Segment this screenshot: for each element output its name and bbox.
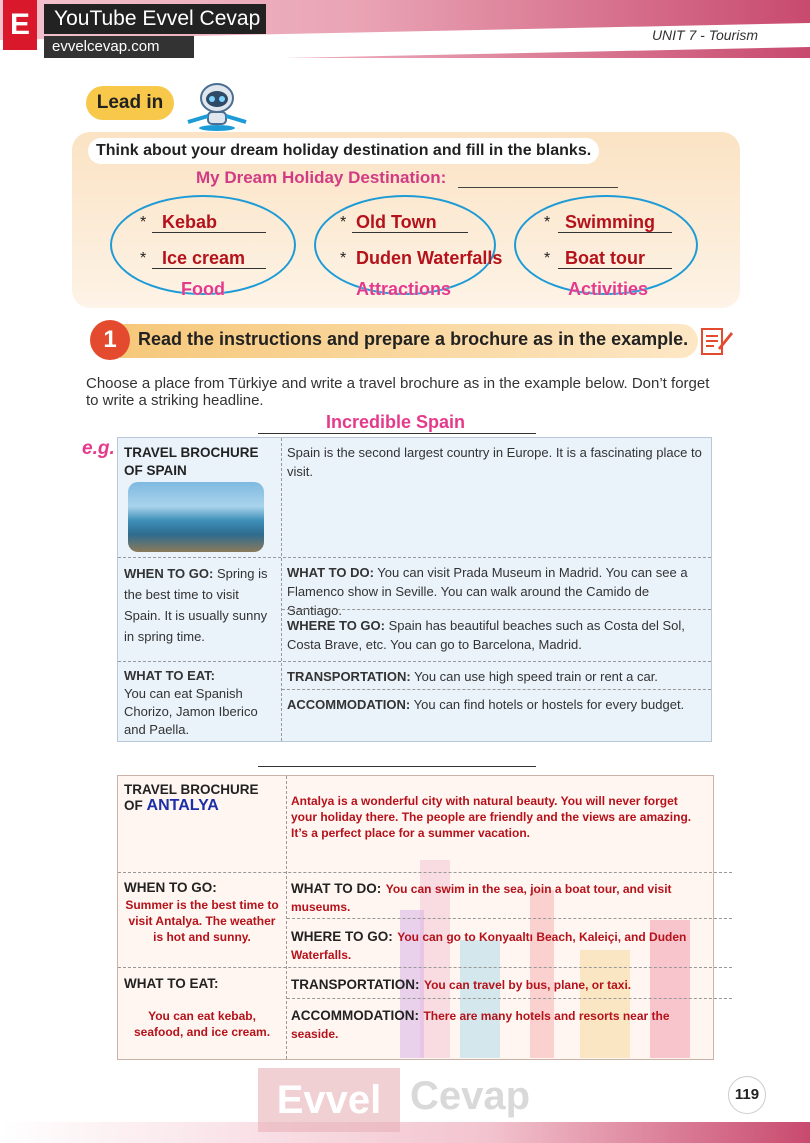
row-divider — [118, 872, 732, 873]
accom-text: You can find hotels or hostels for every budget. — [413, 697, 685, 712]
row-divider — [282, 609, 711, 610]
example-where — [287, 616, 702, 654]
unit-title: UNIT 7 - Tourism — [651, 27, 758, 43]
what-do-label: WHAT TO DO: — [287, 565, 374, 580]
activity-item-2: Boat tour — [565, 248, 645, 268]
footer-band — [0, 1122, 810, 1143]
bullet-star: * — [140, 214, 147, 231]
example-when — [124, 563, 276, 647]
headline-line — [258, 433, 536, 434]
row-divider — [282, 689, 711, 690]
category-activities: Activities — [568, 279, 649, 299]
answer-where — [291, 928, 691, 964]
example-accommodation — [287, 695, 687, 714]
food-item-1: Kebab — [162, 212, 218, 232]
dream-blank — [458, 187, 618, 188]
task-number: 1 — [90, 320, 130, 360]
when-label: WHEN TO GO: — [124, 566, 214, 581]
example-title: TRAVEL BROCHURE OF SPAIN — [124, 445, 259, 478]
where-text: Spain has beautiful beaches such as Costa del Sol, Costa Brave, etc. You can go to Barcelona, Madrid. — [287, 618, 685, 652]
bullet-star: * — [140, 250, 147, 267]
transport-label: TRANSPORTATION: — [287, 669, 411, 684]
task-instructions: Choose a place from Türkiye and write a travel brochure as in the example below. Don’t forget to write a striking headline. — [86, 375, 710, 409]
example-eat — [124, 667, 276, 739]
answer-title — [124, 782, 284, 814]
channel-logo: E — [3, 0, 37, 50]
answer-title-of: OF — [124, 798, 143, 813]
attraction-item-2: Duden Waterfalls — [356, 248, 503, 268]
answer-what-do — [291, 880, 716, 916]
activity-item-1: Swimming — [565, 212, 656, 232]
row-divider — [118, 557, 711, 558]
dream-heading: My Dream Holiday Destination: — [196, 168, 447, 187]
answer-where-text: You can go to Konyaaltı Beach, Kaleiçi, and Duden Waterfalls. — [291, 930, 687, 962]
answer-eat-label: WHAT TO EAT: — [124, 976, 219, 991]
category-attractions: Attractions — [356, 279, 452, 299]
task-title: Read the instructions and prepare a brochure as in the example. — [138, 329, 689, 349]
writing-icon — [700, 326, 734, 356]
answer-accom-text: There are many hotels and resorts near the seaside. — [291, 1009, 670, 1041]
answer-title-line: TRAVEL BROCHURE — [124, 782, 259, 797]
row-divider — [118, 967, 732, 968]
column-divider — [281, 438, 282, 741]
answer-what-do-label: WHAT TO DO: — [291, 881, 382, 896]
answer-intro: Antalya is a wonderful city with natural beauty. You will never forget your holiday there. The people are friendly and the views are amazing. It’s a perfect place for a summer vacation. — [291, 794, 692, 840]
blank-line — [558, 232, 672, 233]
answer-what-do-text: You can swim in the sea, join a boat tour, and visit museums. — [291, 882, 672, 914]
channel-name: YouTube Evvel Cevap — [44, 4, 266, 34]
attraction-item-1: Old Town — [356, 212, 437, 232]
row-divider — [287, 918, 732, 919]
row-divider — [118, 661, 711, 662]
example-headline: Incredible Spain — [326, 412, 466, 432]
bullet-star: * — [340, 250, 347, 267]
answer-when-label: WHEN TO GO: — [124, 880, 217, 895]
food-item-2: Ice cream — [162, 248, 246, 268]
where-label: WHERE TO GO: — [287, 618, 385, 633]
example-intro: Spain is the second largest country in Europe. It is a fascinating place to visit. — [287, 445, 702, 479]
bullet-star: * — [544, 214, 551, 231]
eat-text: You can eat Spanish Chorizo, Jamon Iberico and Paella. — [124, 686, 258, 737]
page-number: 119 — [728, 1076, 766, 1114]
when-text: Spring is the best time to visit Spain. It is usually sunny in spring time. — [124, 566, 268, 644]
eat-label: WHAT TO EAT: — [124, 668, 215, 683]
eg-label: e.g. — [82, 438, 115, 459]
answer-when-text: Summer is the best time to visit Antalya. The weather is hot and sunny. — [125, 898, 279, 944]
category-food: Food — [181, 279, 225, 299]
blank-line — [152, 268, 266, 269]
transport-text: You can use high speed train or rent a car. — [414, 669, 658, 684]
blank-line — [558, 268, 672, 269]
answer-transport-label: TRANSPORTATION: — [291, 977, 420, 992]
answer-accommodation — [291, 1007, 711, 1043]
lead-in-instruction: Think about your dream holiday destination and fill in the blanks. — [88, 138, 599, 164]
spain-photo — [128, 482, 264, 552]
accom-label: ACCOMMODATION: — [287, 697, 411, 712]
answer-headline-blank — [258, 766, 536, 767]
example-transport — [287, 667, 702, 686]
what-do-text: You can visit Prada Museum in Madrid. You can see a Flamenco show in Seville. You can walk around the Camido de Santiago. — [287, 565, 688, 618]
row-divider — [287, 998, 732, 999]
blank-line — [152, 232, 266, 233]
answer-transport — [291, 976, 711, 994]
answer-accom-label: ACCOMMODATION: — [291, 1008, 419, 1023]
answer-where-label: WHERE TO GO: — [291, 929, 393, 944]
lead-in-badge: Lead in — [86, 86, 174, 120]
robot-icon — [178, 80, 256, 132]
bullet-star: * — [544, 250, 551, 267]
answer-eat-text: You can eat kebab, seafood, and ice cream. — [133, 1009, 271, 1039]
answer-city: ANTALYA — [146, 797, 219, 814]
watermark-cevap: Cevap — [410, 1074, 531, 1118]
bullet-star: * — [340, 214, 347, 231]
watermark-evvel: Evvel — [258, 1068, 400, 1132]
channel-site: evvelcevap.com — [44, 36, 194, 58]
example-what-do — [287, 563, 707, 620]
blank-line — [352, 232, 468, 233]
answer-transport-text: You can travel by bus, plane, or taxi. — [423, 978, 632, 992]
